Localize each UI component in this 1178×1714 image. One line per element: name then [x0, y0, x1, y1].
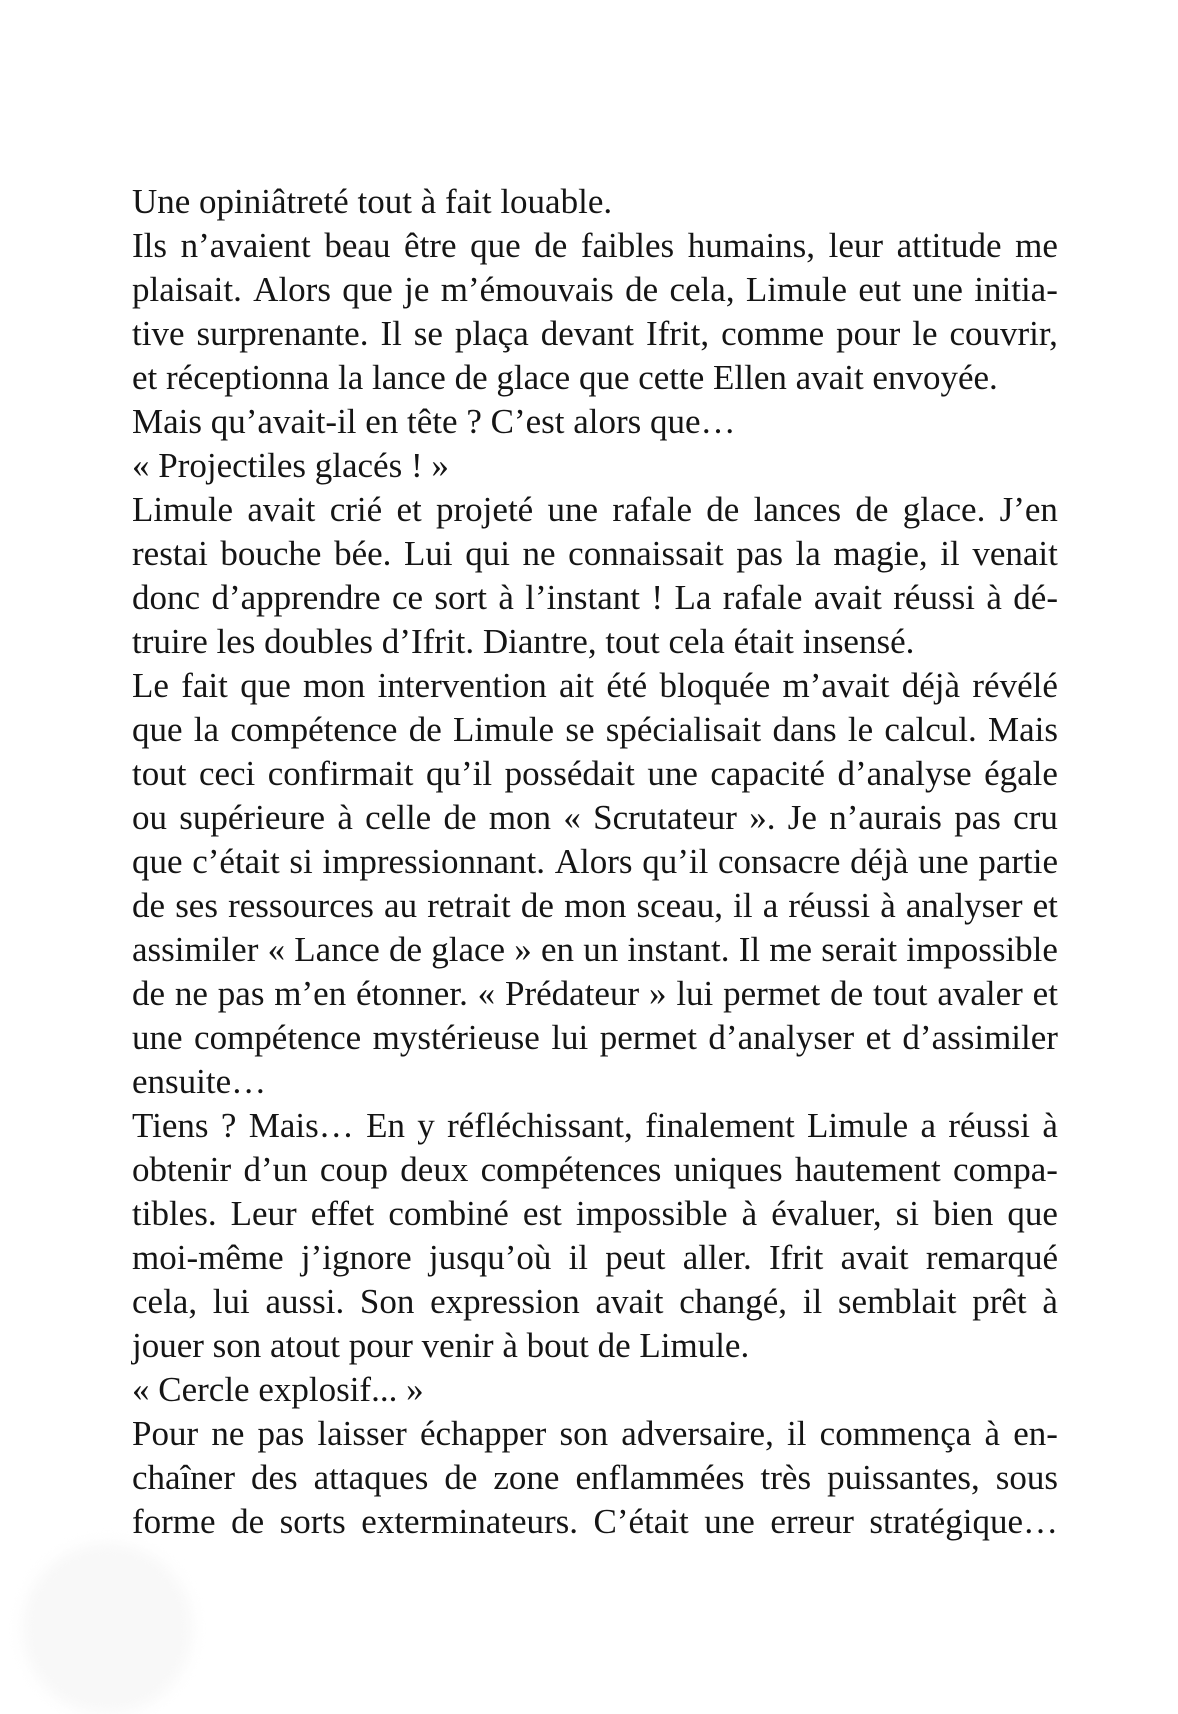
text-line: ou supérieure à celle de mon « Scrutateur ». Je n’aurais pas cru [132, 798, 1058, 837]
text-line: forme de sorts exterminateurs. C’était une erreur stratégique… [132, 1502, 1058, 1541]
paragraph [132, 664, 1058, 1104]
text-line: obtenir d’un coup deux compétences uniques hautement compa- [132, 1150, 1058, 1189]
text-line: une compétence mystérieuse lui permet d’analyser et d’assimiler [132, 1018, 1058, 1057]
text-line: donc d’apprendre ce sort à l’instant ! La rafale avait réussi à dé- [132, 578, 1058, 617]
text-line: ensuite… [132, 1062, 267, 1101]
text-block [132, 180, 1058, 1544]
text-line: truire les doubles d’Ifrit. Diantre, tout cela était insensé. [132, 622, 915, 661]
text-line: Pour ne pas laisser échapper son adversaire, il commença à en- [132, 1414, 1058, 1453]
paragraph [132, 444, 1058, 488]
paragraph [132, 488, 1058, 664]
text-line: moi-même j’ignore jusqu’où il peut aller. Ifrit avait remarqué [132, 1238, 1058, 1277]
text-line: « Projectiles glacés ! » [132, 446, 449, 485]
paragraph [132, 180, 1058, 224]
paragraph [132, 1104, 1058, 1368]
paragraph [132, 400, 1058, 444]
text-line: restai bouche bée. Lui qui ne connaissait pas la magie, il venait [132, 534, 1058, 573]
page-corner-shade [22, 1543, 193, 1714]
paragraph [132, 1412, 1058, 1544]
text-line: et réceptionna la lance de glace que cette Ellen avait envoyée. [132, 358, 998, 397]
text-line: Le fait que mon intervention ait été bloquée m’avait déjà révélé [132, 666, 1058, 705]
text-line: tout ceci confirmait qu’il possédait une capacité d’analyse égale [132, 754, 1058, 793]
text-line: assimiler « Lance de glace » en un instant. Il me serait impossible [132, 930, 1058, 969]
paragraph [132, 1368, 1058, 1412]
text-line: cela, lui aussi. Son expression avait changé, il semblait prêt à [132, 1282, 1058, 1321]
text-line: tibles. Leur effet combiné est impossible à évaluer, si bien que [132, 1194, 1058, 1233]
text-line: Ils n’avaient beau être que de faibles humains, leur attitude me [132, 226, 1058, 265]
text-line: plaisait. Alors que je m’émouvais de cela, Limule eut une initia- [132, 270, 1058, 309]
text-line: de ses ressources au retrait de mon sceau, il a réussi à analyser et [132, 886, 1058, 925]
text-line: que la compétence de Limule se spécialisait dans le calcul. Mais [132, 710, 1058, 749]
text-line: Limule avait crié et projeté une rafale de lances de glace. J’en [132, 490, 1058, 529]
text-line: que c’était si impressionnant. Alors qu’il consacre déjà une partie [132, 842, 1058, 881]
text-line: tive surprenante. Il se plaça devant Ifrit, comme pour le couvrir, [132, 314, 1058, 353]
text-line: « Cercle explosif... » [132, 1370, 424, 1409]
text-line: Mais qu’avait-il en tête ? C’est alors que… [132, 402, 736, 441]
text-line: Tiens ? Mais… En y réfléchissant, finalement Limule a réussi à [132, 1106, 1058, 1145]
paragraph [132, 224, 1058, 400]
text-line: Une opiniâtreté tout à fait louable. [132, 182, 613, 221]
text-line: jouer son atout pour venir à bout de Limule. [132, 1326, 750, 1365]
text-line: chaîner des attaques de zone enflammées très puissantes, sous [132, 1458, 1058, 1497]
text-line: de ne pas m’en étonner. « Prédateur » lui permet de tout avaler et [132, 974, 1058, 1013]
